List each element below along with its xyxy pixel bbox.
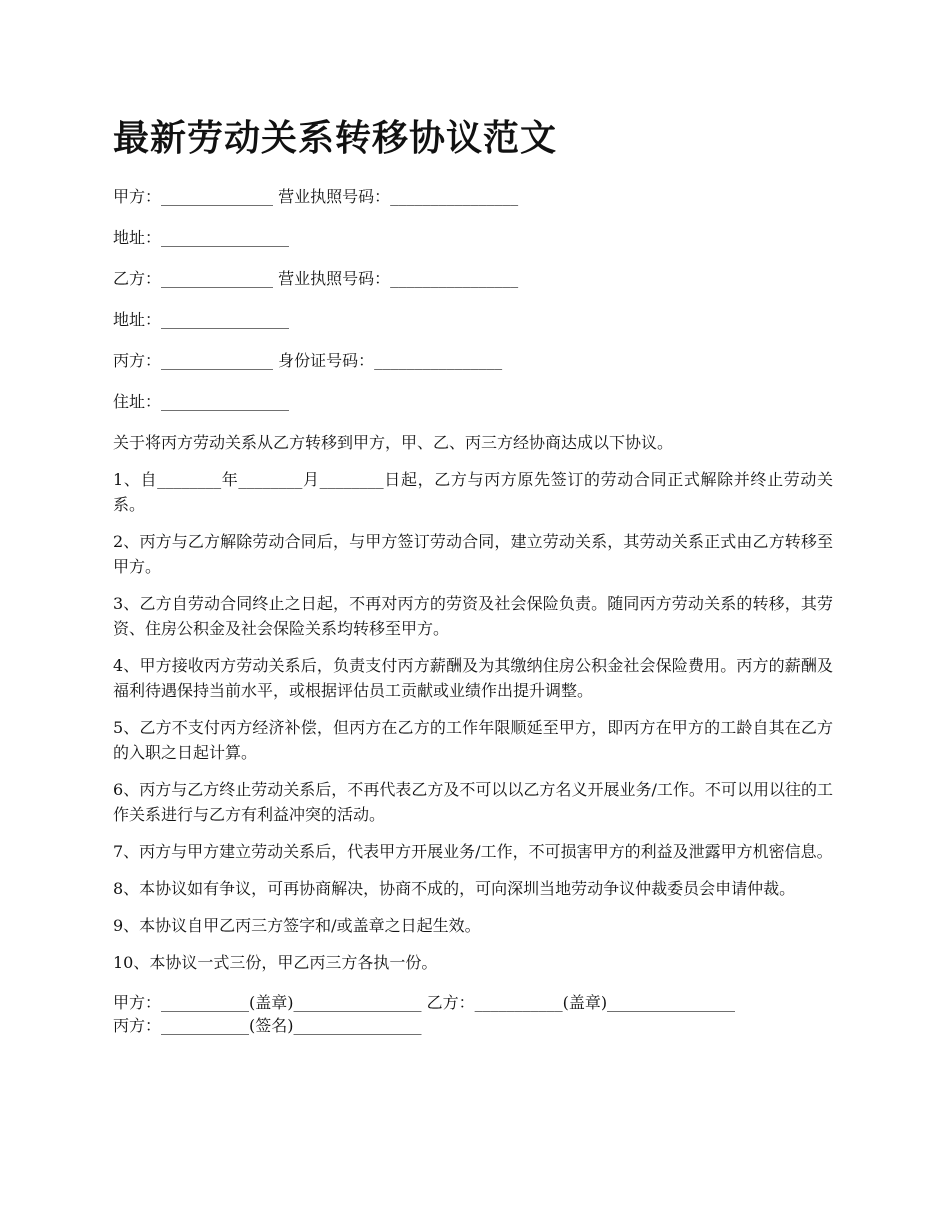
party-c-line: 丙方：______________ 身份证号码：________________ bbox=[113, 351, 503, 370]
clause-8: 8、本协议如有争议，可再协商解决，协商不成的，可向深圳当地劳动争议仲裁委员会申请仲裁。 bbox=[113, 879, 796, 898]
party-a-address: 地址：________________ bbox=[113, 228, 290, 247]
party-a-line: 甲方：______________ 营业执照号码：________________ bbox=[113, 187, 519, 206]
party-c-address: 住址：________________ bbox=[113, 392, 290, 411]
party-b-address: 地址：________________ bbox=[113, 310, 290, 329]
clause-5: 5、乙方不支付丙方经济补偿，但丙方在乙方的工作年限顺延至甲方，即丙方在甲方的工龄自其在乙方的入职之日起计算。 bbox=[113, 718, 833, 762]
party-b-line: 乙方：______________ 营业执照号码：________________ bbox=[113, 269, 519, 288]
clause-2: 2、丙方与乙方解除劳动合同后，与甲方签订劳动合同，建立劳动关系，其劳动关系正式由乙方转移至甲方。 bbox=[113, 532, 833, 576]
clause-1: 1、自________年________月________日起，乙方与丙方原先签订的劳动合同正式解除并终止劳动关系。 bbox=[113, 470, 833, 514]
clause-3: 3、乙方自劳动合同终止之日起，不再对丙方的劳资及社会保险负责。随同丙方劳动关系的转移，其劳资、住房公积金及社会保险关系均转移至甲方。 bbox=[113, 594, 833, 638]
signature-line-2: 丙方：___________(签名)________________ bbox=[113, 1016, 422, 1035]
document-title: 最新劳动关系转移协议范文 bbox=[113, 117, 558, 159]
clause-9: 9、本协议自甲乙丙三方签字和/或盖章之日起生效。 bbox=[113, 916, 481, 935]
signature-line-1: 甲方：___________(盖章)________________ 乙方：___________(盖章)________________ bbox=[113, 993, 736, 1012]
clause-6: 6、丙方与乙方终止劳动关系后，不再代表乙方及不可以以乙方名义开展业务/工作。不可以用以往的工作关系进行与乙方有利益冲突的活动。 bbox=[113, 780, 833, 824]
clause-7: 7、丙方与甲方建立劳动关系后，代表甲方开展业务/工作，不可损害甲方的利益及泄露甲方机密信息。 bbox=[113, 842, 833, 861]
clause-10: 10、本协议一式三份，甲乙丙三方各执一份。 bbox=[113, 953, 438, 972]
clause-4: 4、甲方接收丙方劳动关系后，负责支付丙方薪酬及为其缴纳住房公积金社会保险费用。丙方的薪酬及福利待遇保持当前水平，或根据评估员工贡献或业绩作出提升调整。 bbox=[113, 656, 833, 700]
intro-paragraph: 关于将丙方劳动关系从乙方转移到甲方，甲、乙、丙三方经协商达成以下协议。 bbox=[113, 433, 674, 452]
document-page bbox=[113, 112, 833, 1037]
